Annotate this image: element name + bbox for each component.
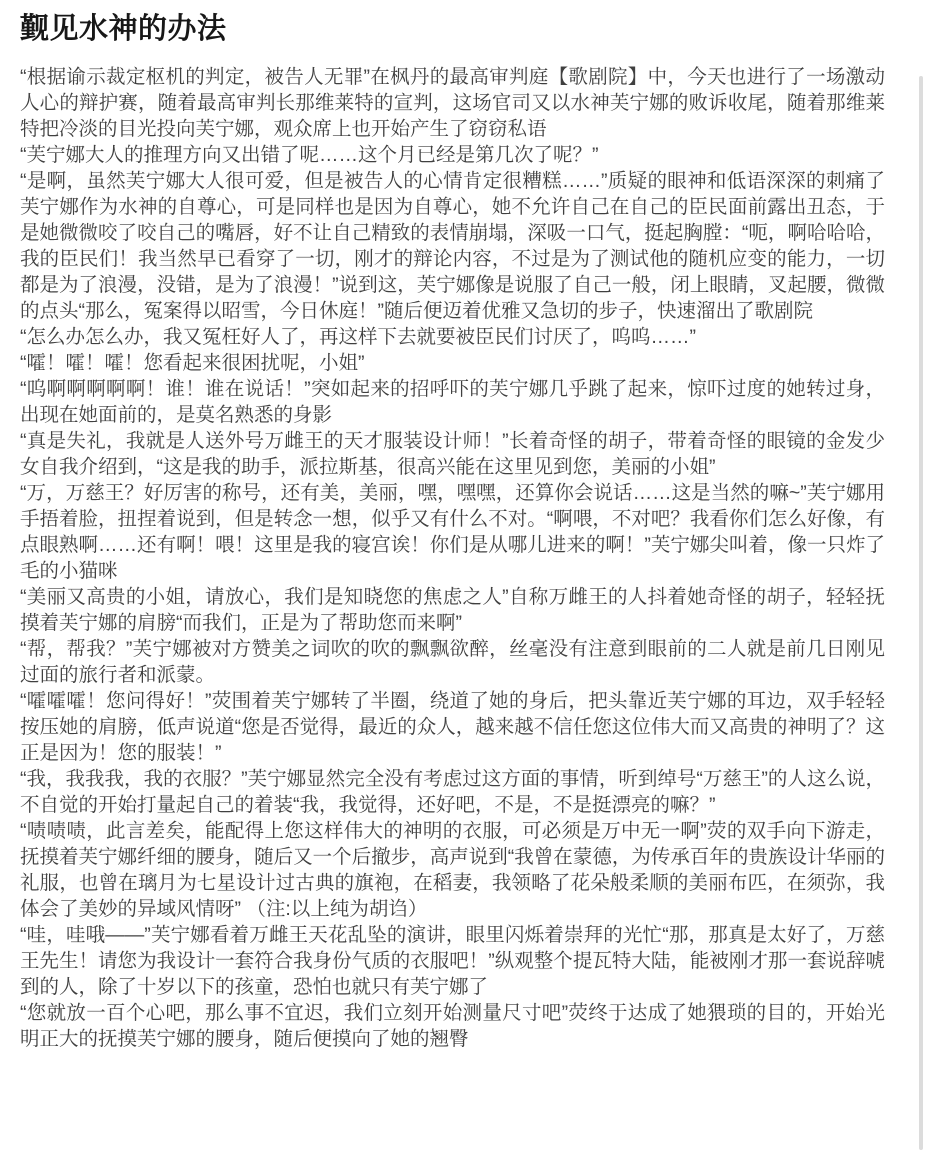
- page-title: 觐见水神的办法: [20, 13, 227, 45]
- story-paragraph: “真是失礼，我就是人送外号万雌王的天才服装设计师！”长着奇怪的胡子，带着奇怪的眼镜的金发少女自我介绍到，“这是我的助手，派拉斯基，很高兴能在这里见到您，美丽的小姐”: [20, 430, 885, 478]
- story-paragraph: “嚯嚯嚯！您问得好！”荧围着芙宁娜转了半圈，绕道了她的身后，把头靠近芙宁娜的耳边，双手轻轻按压她的肩膀，低声说道“您是否觉得，最近的众人，越来越不信任您这位伟大而又高贵的神明了？这正是因为！您的服装！”: [20, 690, 885, 764]
- story-paragraph: “哇，哇哦——”芙宁娜看着万雌王天花乱坠的演讲，眼里闪烁着崇拜的光忙“那，那真是太好了，万慈王先生！请您为我设计一套符合我身份气质的衣服吧！”纵观整个提瓦特大陆，能被刚才那一套说辞唬到的人，除了十岁以下的孩童，恐怕也就只有芙宁娜了: [20, 924, 885, 998]
- story-text: [20, 64, 885, 1052]
- story-paragraph: “啧啧啧，此言差矣，能配得上您这样伟大的神明的衣服，可必须是万中无一啊”荧的双手向下游走，抚摸着芙宁娜纤细的腰身，随后又一个后撤步，高声说到“我曾在蒙德，为传承百年的贵族设计华丽的礼服，也曾在璃月为七星设计过古典的旗袍，在稻妻，我领略了花朵般柔顺的美丽布匹，在须弥，我体会了美妙的异域风情呀” （注:以上纯为胡诌）: [20, 820, 885, 920]
- story-paragraph: “万，万慈王？好厉害的称号，还有美，美丽，嘿，嘿嘿，还算你会说话……这是当然的嘛~”芙宁娜用手捂着脸，扭捏着说到，但是转念一想，似乎又有什么不对。“啊喂，不对吧？我看你们怎么好像，有点眼熟啊……还有啊！喂！这里是我的寝宫诶！你们是从哪儿进来的啊！”芙宁娜尖叫着，像一只炸了毛的小猫咪: [20, 482, 885, 582]
- story-paragraph: “美丽又高贵的小姐，请放心，我们是知晓您的焦虑之人”自称万雌王的人抖着她奇怪的胡子，轻轻抚摸着芙宁娜的肩膀“而我们，正是为了帮助您而来啊”: [20, 586, 885, 634]
- story-paragraph: “是啊，虽然芙宁娜大人很可爱，但是被告人的心情肯定很糟糕……”质疑的眼神和低语深深的刺痛了芙宁娜作为水神的自尊心，可是同样也是因为自尊心，她不允许自己在自己的臣民面前露出丑态，于是她微微咬了咬自己的嘴唇，好不让自己精致的表情崩塌，深吸一口气，挺起胸膛：“呃，啊哈哈哈，我的臣民们！我当然早已看穿了一切，刚才的辩论内容，不过是为了测试他的随机应变的能力，一切都是为了浪漫，没错，是为了浪漫！”说到这，芙宁娜像是说服了自己一般，闭上眼睛，叉起腰，微微的点头“那么，冤案得以昭雪，今日休庭！”随后便迈着优雅又急切的步子，快速溜出了歌剧院: [20, 170, 885, 322]
- story-paragraph: “怎么办怎么办，我又冤枉好人了，再这样下去就要被臣民们讨厌了，呜呜……”: [20, 326, 696, 348]
- scrollbar-thumb[interactable]: [919, 76, 923, 1150]
- story-paragraph: “芙宁娜大人的推理方向又出错了呢……这个月已经是第几次了呢？”: [20, 144, 599, 166]
- story-paragraph: “您就放一百个心吧，那么事不宜迟，我们立刻开始测量尺寸吧”荧终于达成了她猥琐的目的，开始光明正大的抚摸芙宁娜的腰身，随后便摸向了她的翘臀: [20, 1002, 885, 1050]
- story-paragraph: “嚯！嚯！嚯！您看起来很困扰呢，小姐”: [20, 352, 365, 374]
- story-paragraph: “帮，帮我？”芙宁娜被对方赞美之词吹的吹的飘飘欲醉，丝毫没有注意到眼前的二人就是前几日刚见过面的旅行者和派蒙。: [20, 638, 885, 686]
- story-paragraph: “根据谕示裁定枢机的判定，被告人无罪”在枫丹的最高审判庭【歌剧院】中，今天也进行了一场激动人心的辩护赛，随着最高审判长那维莱特的宣判，这场官司又以水神芙宁娜的败诉收尾，随着那维莱特把冷淡的目光投向芙宁娜，观众席上也开始产生了窃窃私语: [20, 66, 885, 140]
- story-paragraph: “我，我我我，我的衣服？”芙宁娜显然完全没有考虑过这方面的事情，听到绰号“万慈王”的人这么说，不自觉的开始打量起自己的着装“我，我觉得，还好吧，不是，不是挺漂亮的嘛？”: [20, 768, 885, 816]
- story-paragraph: “呜啊啊啊啊啊！谁！谁在说话！”突如起来的招呼吓的芙宁娜几乎跳了起来，惊吓过度的她转过身，出现在她面前的，是莫名熟悉的身影: [20, 378, 885, 426]
